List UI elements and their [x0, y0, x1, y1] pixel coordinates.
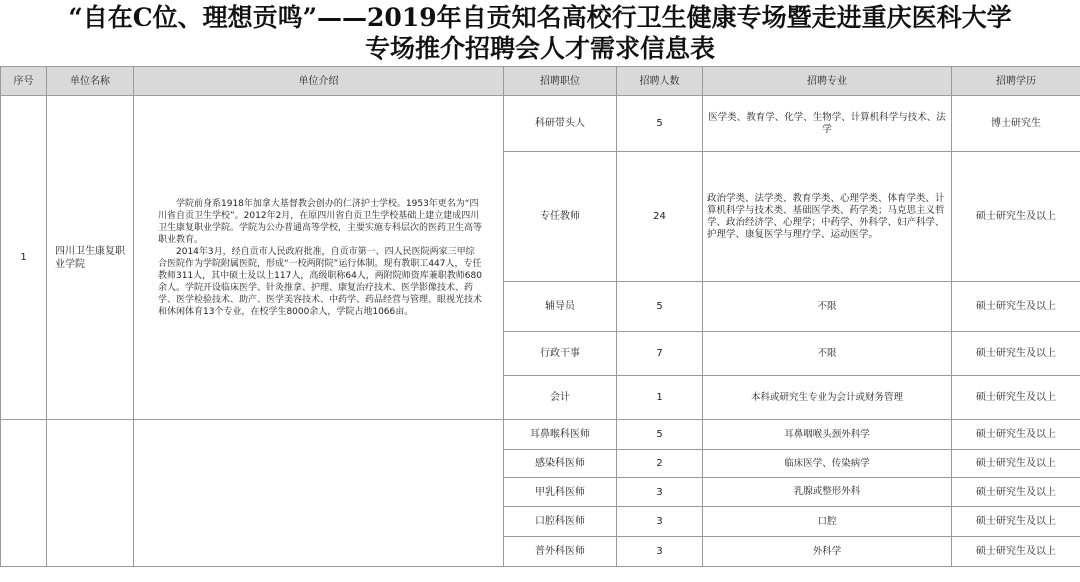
education-cell: 硕士研究生及以上	[952, 420, 1080, 450]
unit1-intro-paragraph-1: 学院前身系1918年加拿大基督教会创办的仁济护士学校。1953年更名为“四川省自贡卫生学校”。2012年2月，在原四川省自贡卫生学校基础上建立建成四川卫生康复职业学院。学院为公办普通高等学校，主要实施专科层次的医药卫生高等职业教育。	[158, 198, 483, 245]
position-cell: 辅导员	[504, 282, 617, 332]
unit2-index	[1, 420, 47, 567]
header-major: 招聘专业	[703, 67, 952, 96]
education-cell: 硕士研究生及以上	[952, 332, 1080, 376]
major-cell: 不限	[703, 332, 952, 376]
count-cell: 5	[617, 96, 703, 152]
education-cell: 硕士研究生及以上	[952, 507, 1080, 537]
major-cell: 不限	[703, 282, 952, 332]
header-row	[1, 67, 1080, 96]
count-cell: 3	[617, 537, 703, 567]
count-cell: 3	[617, 507, 703, 537]
table-row	[1, 96, 1080, 152]
education-cell: 硕士研究生及以上	[952, 478, 1080, 507]
education-cell: 硕士研究生及以上	[952, 376, 1080, 420]
education-cell: 硕士研究生及以上	[952, 450, 1080, 478]
count-cell: 5	[617, 282, 703, 332]
count-cell: 7	[617, 332, 703, 376]
header-unit-intro: 单位介绍	[134, 67, 504, 96]
header-unit-name: 单位名称	[47, 67, 134, 96]
page-title-line1: “自在C位、理想贡鸣”——2019年自贡知名高校行卫生健康专场暨走进重庆医科大学	[68, 3, 1012, 32]
unit1-intro-paragraph-2: 2014年3月，经自贡市人民政府批准，自贡市第一、四人民医院两家三甲综合医院作为学院附属医院，形成“一校两附院”运行体制。现有教职工447人，专任教师311人，其中硕士及以上117人，高级职称64人，两附院师资库兼职教师680余人。学院开设临床医学、针灸推拿、护理、康复治疗技术、医学影像技术、药学、医学检验技术、助产、医学美容技术、中药学、药品经营与管理、眼视光技术和休闲体育13个专业，在校学生8000余人，学院占地1066亩。	[158, 246, 483, 317]
position-cell: 会计	[504, 376, 617, 420]
position-cell: 科研带头人	[504, 96, 617, 152]
count-cell: 3	[617, 478, 703, 507]
header-position: 招聘职位	[504, 67, 617, 96]
position-cell: 专任教师	[504, 152, 617, 282]
education-cell: 硕士研究生及以上	[952, 537, 1080, 567]
unit1-name: 四川卫生康复职业学院	[47, 96, 134, 420]
position-cell: 口腔科医师	[504, 507, 617, 537]
major-cell: 口腔	[703, 507, 952, 537]
header-index: 序号	[1, 67, 47, 96]
position-cell: 普外科医师	[504, 537, 617, 567]
header-count: 招聘人数	[617, 67, 703, 96]
major-cell: 临床医学、传染病学	[703, 450, 952, 478]
count-cell: 5	[617, 420, 703, 450]
unit1-index: 1	[1, 96, 47, 420]
count-cell: 24	[617, 152, 703, 282]
unit2-intro	[134, 420, 504, 567]
page-title-line2: 专场推介招聘会人才需求信息表	[364, 34, 715, 63]
position-cell: 甲乳科医师	[504, 478, 617, 507]
header-education: 招聘学历	[952, 67, 1080, 96]
position-cell: 行政干事	[504, 332, 617, 376]
education-cell: 硕士研究生及以上	[952, 282, 1080, 332]
major-cell: 外科学	[703, 537, 952, 567]
major-cell: 本科或研究生专业为会计或财务管理	[703, 376, 952, 420]
unit1-intro	[134, 96, 504, 420]
recruitment-table	[0, 66, 1080, 567]
major-cell: 乳腺或整形外科	[703, 478, 952, 507]
unit2-name	[47, 420, 134, 567]
major-cell: 政治学类、法学类、教育学类、心理学类、体育学类、计算机科学与技术类、基础医学类、药学类；马克思主义哲学、政治经济学、心理学；中药学、外科学、妇产科学、护理学、康复医学与理疗学、运动医学。	[703, 152, 952, 282]
count-cell: 2	[617, 450, 703, 478]
major-cell: 耳鼻咽喉头颈外科学	[703, 420, 952, 450]
education-cell: 硕士研究生及以上	[952, 152, 1080, 282]
major-cell: 医学类、教育学、化学、生物学、计算机科学与技术、法学	[703, 96, 952, 152]
position-cell: 耳鼻喉科医师	[504, 420, 617, 450]
count-cell: 1	[617, 376, 703, 420]
education-cell: 博士研究生	[952, 96, 1080, 152]
position-cell: 感染科医师	[504, 450, 617, 478]
table-row	[1, 420, 1080, 450]
